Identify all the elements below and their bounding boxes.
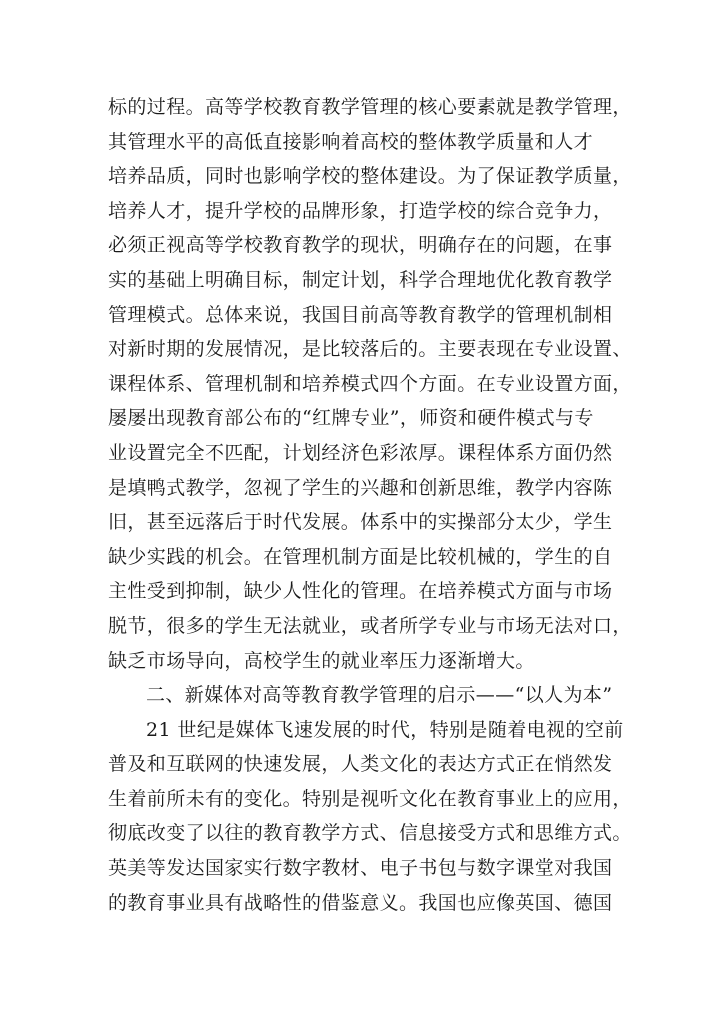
text-line: 缺乏市场导向，高校学生的就业率压力逐渐增大。 <box>108 649 535 672</box>
text-line: 业设置完全不匹配，计划经济色彩浓厚。课程体系方面仍然 <box>108 441 613 464</box>
text-line: 的教育事业具有战略性的借鉴意义。我国也应像英国、德国 <box>108 891 613 914</box>
text-line: 屡屡出现教育部公布的“红牌专业”，师资和硬件模式与专 <box>108 407 594 430</box>
text-line: 旧，甚至远落后于时代发展。体系中的实操部分太少，学生 <box>108 511 613 534</box>
text-line: 标的过程。高等学校教育教学管理的核心要素就是教学管理， <box>108 96 632 118</box>
text-line: 普及和互联网的快速发展，人类文化的表达方式正在悄然发 <box>108 753 613 776</box>
text-line: 培养人才，提升学校的品牌形象，打造学校的综合竞争力， <box>108 199 613 222</box>
text-line: 脱节，很多的学生无法就业，或者所学专业与市场无法对口， <box>108 614 632 637</box>
text-line: 管理模式。总体来说，我国目前高等教育教学的管理机制相 <box>108 303 613 326</box>
section-heading: 二、新媒体对高等教育教学管理的启示——“以人为本” <box>146 684 613 707</box>
text-line: 课程体系、管理机制和培养模式四个方面。在专业设置方面， <box>108 372 632 395</box>
text-line: 生着前所未有的变化。特别是视听文化在教育事业上的应用， <box>108 787 632 810</box>
body-text <box>108 90 632 920</box>
text-line: 必须正视高等学校教育教学的现状，明确存在的问题，在事 <box>108 234 613 257</box>
text-line: 缺少实践的机会。在管理机制方面是比较机械的，学生的自 <box>108 545 613 568</box>
text-line: 其管理水平的高低直接影响着高校的整体教学质量和人才 <box>108 130 594 153</box>
text-line: 主性受到抑制，缺少人性化的管理。在培养模式方面与市场 <box>108 580 613 603</box>
text-line: 英美等发达国家实行数字教材、电子书包与数字课堂对我国 <box>108 857 613 880</box>
text-line: 实的基础上明确目标，制定计划，科学合理地优化教育教学 <box>108 268 613 291</box>
text-line: 是填鸭式教学，忽视了学生的兴趣和创新思维，教学内容陈 <box>108 476 613 499</box>
text-line: 对新时期的发展情况，是比较落后的。主要表现在专业设置、 <box>108 338 632 361</box>
text-line: 21 世纪是媒体飞速发展的时代，特别是随着电视的空前 <box>146 718 624 741</box>
text-line: 彻底改变了以往的教育教学方式、信息接受方式和思维方式。 <box>108 822 632 845</box>
text-line: 培养品质，同时也影响学校的整体建设。为了保证教学质量， <box>108 165 632 188</box>
